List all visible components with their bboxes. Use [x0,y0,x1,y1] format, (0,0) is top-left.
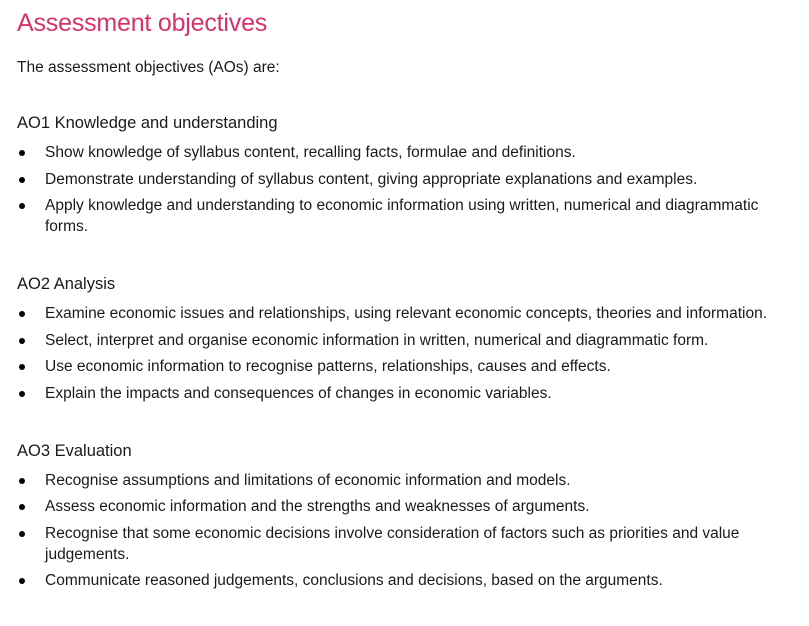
list-item [17,496,791,517]
page-title: Assessment objectives [17,9,268,37]
bullet-icon [19,504,25,510]
list-item-text: Apply knowledge and understanding to economic information using written, numerical and diagrammatic forms. [45,197,759,235]
section-heading-ao1: AO1 Knowledge and understanding [17,114,278,132]
section-heading-ao2: AO2 Analysis [17,275,116,293]
list-item [17,356,791,377]
list-item [17,195,791,237]
section-ao3 [17,440,791,592]
list-item [17,169,791,190]
list-item [17,330,791,351]
list-item [17,303,791,324]
list-item-text: Examine economic issues and relationships, using relevant economic concepts, theories and information. [45,305,767,322]
list-item-text: Recognise that some economic decisions involve consideration of factors such as priorities and value judgements. [45,524,740,563]
bullet-icon [19,150,25,156]
section-ao2 [17,273,791,404]
bullet-list-ao3 [17,470,791,592]
bullet-icon [19,531,25,537]
bullet-icon [19,338,25,344]
bullet-icon [19,203,25,209]
list-item [17,383,791,404]
list-item [17,523,791,565]
section-ao1 [17,112,791,237]
list-item [17,142,791,163]
list-item-text: Assess economic information and the strengths and weaknesses of arguments. [45,498,590,515]
section-heading-ao3: AO3 Evaluation [17,441,132,460]
list-item [17,470,791,491]
bullet-icon [19,578,25,584]
list-item-text: Select, interpret and organise economic information in written, numerical and diagrammatic form. [45,331,709,349]
bullet-icon [19,311,25,317]
bullet-list-ao1 [17,142,791,237]
list-item-text: Use economic information to recognise patterns, relationships, causes and effects. [45,358,611,375]
list-item-text: Communicate reasoned judgements, conclusions and decisions, based on the arguments. [45,572,663,589]
bullet-icon [19,364,25,370]
list-item-text: Show knowledge of syllabus content, recalling facts, formulae and definitions. [45,144,576,161]
bullet-icon [19,177,25,183]
bullet-icon [19,391,25,397]
list-item [17,570,791,591]
list-item-text: Explain the impacts and consequences of changes in economic variables. [45,384,552,402]
list-item-text: Demonstrate understanding of syllabus content, giving appropriate explanations and examples. [45,170,698,188]
bullet-icon [19,478,25,484]
bullet-list-ao2 [17,303,791,404]
intro-text: The assessment objectives (AOs) are: [17,59,280,76]
list-item-text: Recognise assumptions and limitations of economic information and models. [45,471,571,489]
